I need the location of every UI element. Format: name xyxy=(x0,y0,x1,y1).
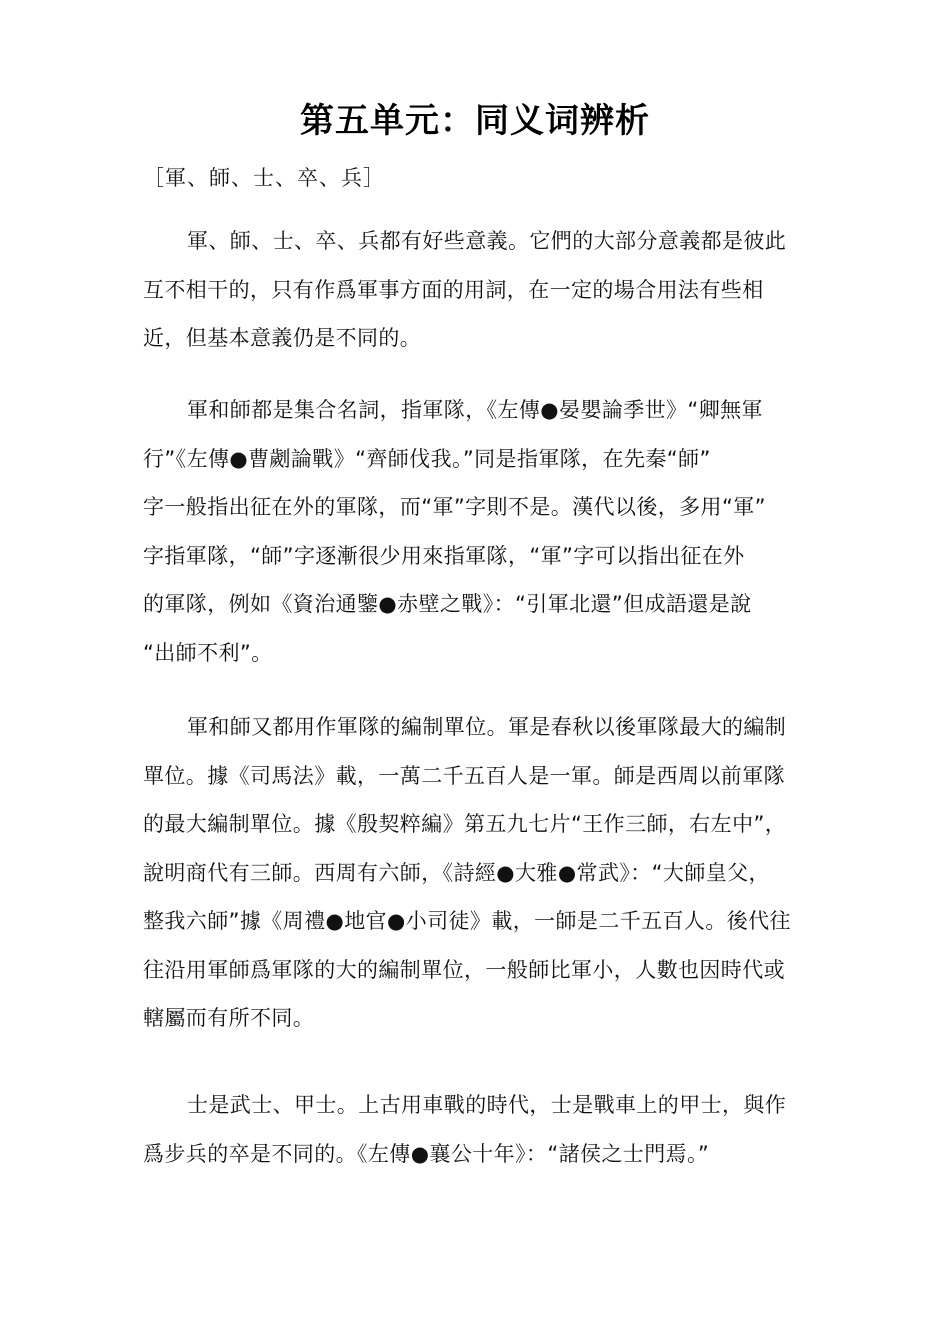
paragraph-line: 軍、師、士、卒、兵都有好些意義。它們的大部分意義都是彼此 xyxy=(187,229,787,253)
paragraph-line: 字一般指出征在外的軍隊，而“軍”字則不是。漢代以後，多用“軍” xyxy=(143,495,766,519)
paragraph-1 xyxy=(143,217,843,363)
paragraph-line: 的軍隊，例如《資治通鑒●赤壁之戰》：“引軍北還”但成語還是說 xyxy=(143,592,752,616)
paragraph-line: 整我六師”據《周禮●地官●小司徒》載，一師是二千五百人。後代往 xyxy=(143,909,791,933)
paragraph-line: 軍和師都是集合名詞，指軍隊，《左傳●晏嬰論季世》“卿無軍 xyxy=(187,398,763,422)
paragraph-line: 的最大編制單位。據《殷契粹編》第五九七片“王作三師，右左中”， xyxy=(143,812,787,836)
paragraph-line: 單位。據《司馬法》載，一萬二千五百人是一軍。師是西周以前軍隊 xyxy=(143,763,785,788)
paragraph-3 xyxy=(143,703,843,1043)
paragraph-line: 轄屬而有所不同。 xyxy=(143,1006,315,1030)
paragraph-line: 爲步兵的卒是不同的。《左傳●襄公十年》：“諸侯之士門焉。” xyxy=(143,1141,710,1166)
paragraph-4 xyxy=(143,1081,843,1178)
paragraph-line: 說明商代有三師。西周有六師，《詩經●大雅●常武》：“大師皇父， xyxy=(143,860,770,885)
paragraph-line: 字指軍隊，“師”字逐漸很少用來指軍隊，“軍”字可以指出征在外 xyxy=(143,543,745,568)
paragraph-2 xyxy=(143,386,843,677)
paragraph-line: “出師不利”。 xyxy=(143,640,273,665)
paragraph-line: 近，但基本意義仍是不同的。 xyxy=(143,326,422,350)
paragraph-line: 軍和師又都用作軍隊的編制單位。軍是春秋以後軍隊最大的編制 xyxy=(187,715,787,739)
paragraph-line: 互不相干的，只有作爲軍事方面的用詞，在一定的場合用法有些相 xyxy=(143,277,764,302)
paragraph-line: 士是武士、甲士。上古用車戰的時代，士是戰車上的甲士，與作 xyxy=(187,1093,787,1117)
paragraph-line: 往沿用軍師爲軍隊的大的編制單位，一般師比軍小，人數也因時代或 xyxy=(143,957,785,982)
topic-heading: ［軍、師、士、卒、兵］ xyxy=(143,166,385,190)
page-title: 第五单元：同义词辨析 xyxy=(300,100,650,141)
paragraph-line: 行”《左傳●曹劌論戰》“齊師伐我。”同是指軍隊，在先秦“師” xyxy=(143,446,711,471)
